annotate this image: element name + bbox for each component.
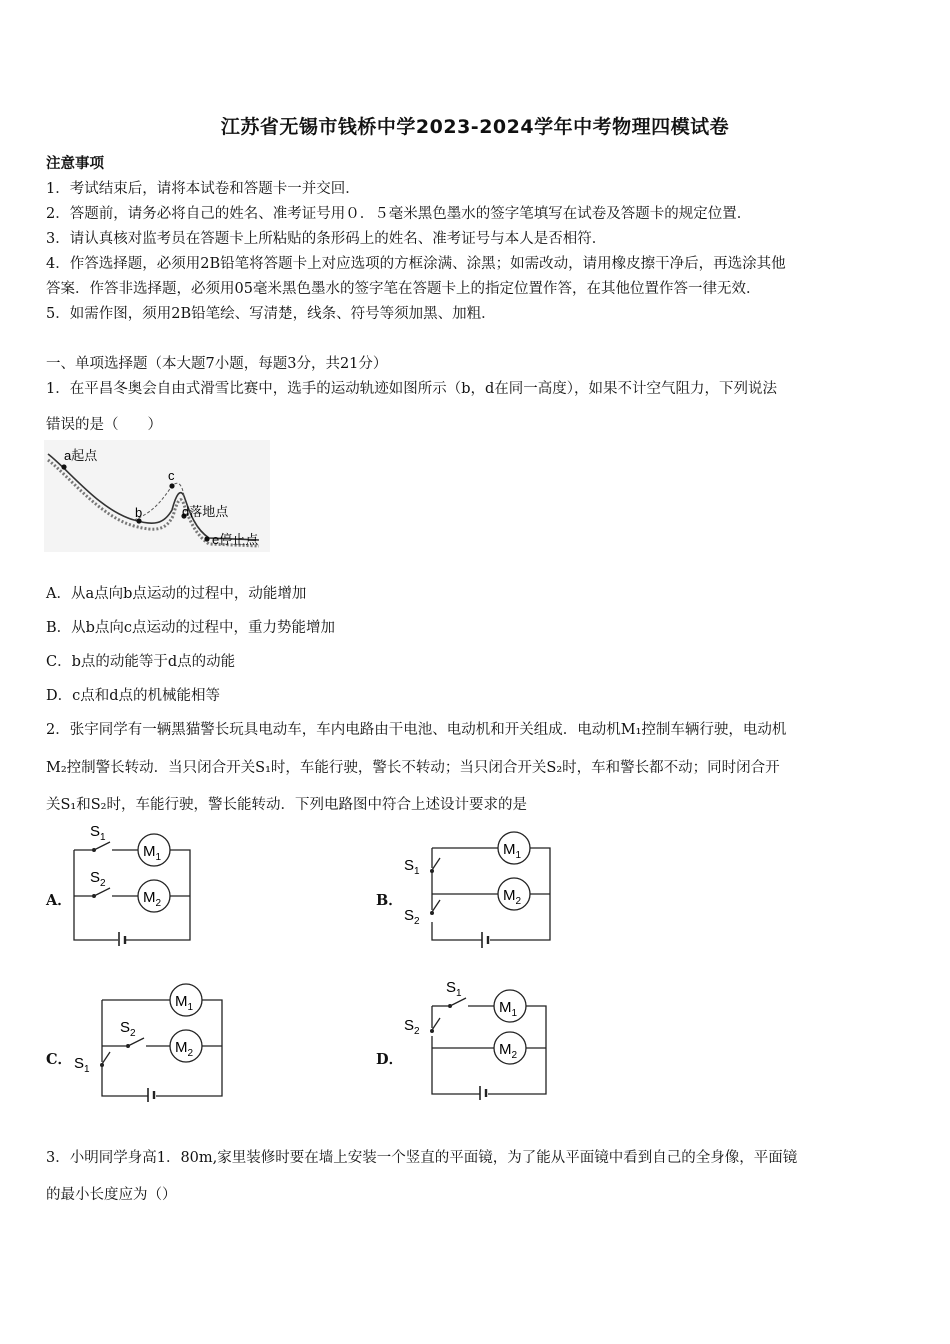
label-e: e停止点	[212, 532, 259, 547]
switch-s1	[432, 858, 440, 870]
switch-contact	[92, 894, 96, 898]
notice-item: 5．如需作图，须用2B铅笔绘、写清楚，线条、符号等须加黑、加粗．	[46, 306, 496, 322]
m2-label: $M_2$	[175, 1039, 194, 1059]
m1-label: $M_1$	[143, 843, 162, 863]
switch-contact	[430, 911, 434, 915]
switch-s1	[450, 998, 466, 1006]
switch-s1	[102, 1052, 110, 1064]
switch-s2	[94, 888, 110, 896]
circuit-option-d-label: D．	[376, 1051, 404, 1068]
question-1-option-d: D．c点和d点的机械能相等	[46, 688, 221, 704]
circuit-option-b-label: B．	[376, 892, 403, 909]
s2-label: $S_2$	[90, 869, 106, 889]
s2-label: $S_2$	[404, 1017, 420, 1037]
label-c: c	[168, 468, 175, 483]
switch-contact	[100, 1063, 104, 1067]
circuit-diagram-b	[398, 828, 558, 948]
switch-contact	[92, 848, 96, 852]
label-b: b	[135, 505, 143, 520]
s1-label: $S_1$	[404, 857, 420, 877]
question-2-stem-cont: 关S₁和S₂时，车能行驶，警长能转动．下列电路图中符合上述设计要求的是	[46, 797, 527, 813]
point-c	[169, 483, 174, 488]
point-e	[204, 536, 209, 541]
m1-label: $M_1$	[175, 993, 194, 1013]
m1-label: $M_1$	[499, 999, 518, 1019]
m2-label: $M_2$	[499, 1041, 518, 1061]
switch-s2	[432, 1018, 440, 1030]
notice-heading: 注意事项	[46, 155, 104, 172]
question-1-option-a: A．从a点向b点运动的过程中，动能增加	[46, 586, 307, 602]
question-2-stem: 2．张宇同学有一辆黑猫警长玩具电动车，车内电路由干电池、电动机和开关组成．电动机M₁控制车辆行驶，电动机	[46, 722, 787, 738]
switch-s2	[128, 1038, 144, 1046]
s2-label: $S_2$	[404, 907, 420, 927]
question-1-stem: 1．在平昌冬奥会自由式滑雪比赛中，选手的运动轨迹如图所示（b，d在同一高度），如果不计空气阻力，下列说法	[46, 381, 778, 397]
s1-label: $S_1$	[74, 1055, 90, 1075]
wire	[126, 850, 190, 940]
label-d: d落地点	[182, 504, 229, 519]
page-title: 江苏省无锡市钱桥中学2023-2024学年中考物理四模试卷	[220, 116, 730, 138]
circuit-diagram-d	[400, 978, 556, 1100]
m2-label: $M_2$	[143, 889, 162, 909]
notice-item: 答案．作答非选择题，必须用05毫米黑色墨水的签字笔在答题卡上的指定位置作答，在其他位置作答一律无效．	[46, 281, 761, 297]
notice-item: 1．考试结束后，请将本试卷和答题卡一并交回．	[46, 181, 360, 197]
switch-contact	[126, 1044, 130, 1048]
question-3-stem: 3．小明同学身高1．80m,家里装修时要在墙上安装一个竖直的平面镜，为了能从平面镜中看到自己的全身像，平面镜	[46, 1150, 798, 1166]
switch-s2	[432, 900, 440, 912]
wire	[432, 922, 482, 940]
circuit-option-a-label: A．	[46, 892, 72, 909]
ski-trajectory-figure	[44, 440, 270, 552]
switch-contact	[448, 1004, 452, 1008]
wire	[432, 1036, 480, 1094]
section-heading: 一、单项选择题（本大题7小题，每题3分，共21分）	[46, 356, 388, 372]
circuit-option-c-label: C．	[46, 1051, 73, 1068]
notice-item: 4．作答选择题，必须用2B铅笔将答题卡上对应选项的方框涂满、涂黑；如需改动，请用橡皮擦干净后，再选涂其他	[46, 256, 786, 272]
m2-label: $M_2$	[503, 887, 522, 907]
circuit-diagram-a	[66, 818, 196, 946]
s2-label: $S_2$	[120, 1019, 136, 1039]
question-1-option-c: C．b点的动能等于d点的动能	[46, 654, 236, 670]
s1-label: $S_1$	[446, 979, 462, 999]
m1-label: $M_1$	[503, 841, 522, 861]
s1-label: $S_1$	[90, 823, 106, 843]
notice-item: 3．请认真核对监考员在答题卡上所粘贴的条形码上的姓名、准考证号与本人是否相符．	[46, 231, 607, 247]
switch-contact	[430, 869, 434, 873]
question-1-option-b: B．从b点向c点运动的过程中，重力势能增加	[46, 620, 336, 636]
question-3-stem-cont: 的最小长度应为（）	[46, 1187, 177, 1203]
circuit-diagram-c	[70, 980, 230, 1102]
question-2-stem-cont: M₂控制警长转动．当只闭合开关S₁时，车能行驶，警长不转动；当只闭合开关S₂时，车和警长都不动；同时闭合开	[46, 760, 780, 776]
question-1-stem-cont: 错误的是（ ）	[46, 417, 162, 433]
label-a: a起点	[64, 448, 98, 463]
notice-item: 2．答题前，请务必将自己的姓名、准考证号用０．５毫米黑色墨水的签字笔填写在试卷及答题卡的规定位置．	[46, 206, 752, 222]
wire	[102, 1066, 148, 1096]
point-a	[61, 464, 66, 469]
switch-contact	[430, 1029, 434, 1033]
switch-s1	[94, 842, 110, 850]
